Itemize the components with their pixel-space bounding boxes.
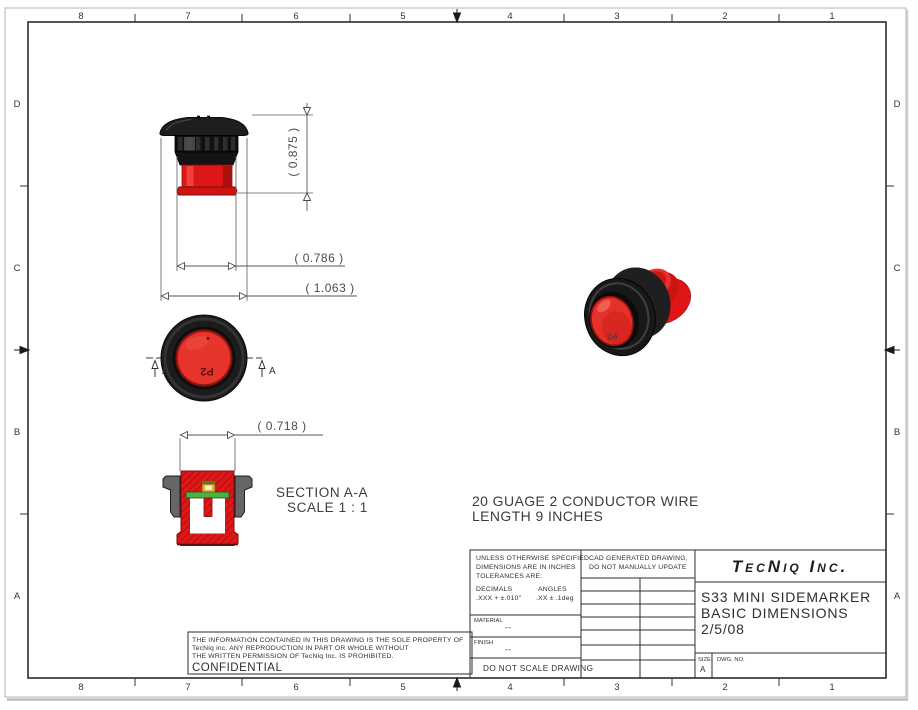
taper-collar [175, 152, 238, 165]
drawing-date: 2/5/08 [701, 621, 745, 637]
zone-col-top: 3 [614, 11, 620, 22]
zone-col-bottom: 4 [507, 682, 513, 693]
zone-col-bottom: 6 [293, 682, 299, 693]
zone-row-right: D [893, 99, 901, 110]
zone-col-top: 7 [185, 11, 191, 22]
red-body-shade [223, 166, 232, 186]
section-letter: A [162, 366, 169, 377]
material-value: -- [505, 623, 512, 632]
finish-value: -- [505, 645, 512, 654]
zone-row-left: B [13, 427, 21, 438]
zone-col-top: 8 [78, 11, 84, 22]
dim-text-height: ( 0.875 ) [286, 127, 300, 177]
angles-value: .XX ± .1deg [536, 595, 574, 602]
dim-text-barrel: ( 0.786 ) [294, 251, 344, 265]
spec-line1: UNLESS OTHERWISE SPECIFIED [476, 555, 590, 562]
section-letter: A [269, 366, 276, 377]
material-label: MATERIAL [474, 618, 503, 624]
confidential-line1: THE INFORMATION CONTAINED IN THIS DRAWING IS THE SOLE PROPERTY OF [192, 637, 464, 644]
pcb [186, 492, 229, 498]
barrel-highlight [184, 137, 195, 151]
finish-label: FINISH [474, 640, 494, 646]
red-body-highlight [187, 166, 194, 186]
zone-row-left: D [13, 99, 21, 110]
led-window [205, 486, 212, 491]
zone-col-top: 2 [722, 11, 728, 22]
zone-col-bottom: 1 [829, 682, 835, 693]
angles-label: ANGLES [538, 586, 567, 593]
red-base-lip [177, 187, 237, 195]
size-value: A [700, 665, 706, 674]
size-label: SIZE [698, 657, 711, 663]
lens-dot [207, 337, 210, 340]
zone-col-bottom: 3 [614, 682, 620, 693]
zone-col-bottom: 2 [722, 682, 728, 693]
zone-col-bottom: 8 [78, 682, 84, 693]
company-logo: TecNiq Inc. [731, 557, 849, 576]
led-cap [202, 481, 215, 485]
iso-lens-marking: P2 [606, 331, 618, 342]
decimals-value: .XXX + ±.010" [476, 595, 522, 602]
zone-col-bottom: 5 [400, 682, 406, 693]
zone-row-right: A [893, 591, 901, 602]
zone-col-top: 4 [507, 11, 513, 22]
confidential-line2: TecNiq inc. ANY REPRODUCTION IN PART OR WHOLE WITHOUT [192, 645, 409, 652]
cad-note-line1: CAD GENERATED DRAWING, [589, 555, 688, 562]
zone-row-right: B [893, 427, 901, 438]
zone-col-top: 1 [829, 11, 835, 22]
spec-line2: DIMENSIONS ARE IN INCHES [476, 564, 576, 571]
drawing-title-line2: BASIC DIMENSIONS [701, 605, 849, 621]
drawing-title-line1: S33 MINI SIDEMARKER [701, 589, 872, 605]
zone-col-bottom: 7 [185, 682, 191, 693]
center-post [204, 498, 212, 517]
spec-line3: TOLERANCES ARE: [476, 573, 543, 580]
cad-note-line2: DO NOT MANUALLY UPDATE [589, 564, 687, 571]
wire-note-line2: LENGTH 9 INCHES [472, 508, 604, 524]
confidential-stamp: CONFIDENTIAL [192, 662, 283, 674]
section-view-title: SECTION A-A [276, 485, 369, 500]
dim-text-base: ( 0.718 ) [257, 419, 307, 433]
dim-text-flange: ( 1.063 ) [305, 281, 355, 295]
wire-note-line1: 20 GUAGE 2 CONDUCTOR WIRE [472, 493, 699, 509]
no-scale-note: DO NOT SCALE DRAWING [483, 664, 594, 673]
zone-row-left: A [13, 591, 21, 602]
zone-row-left: C [13, 263, 21, 274]
cap-dome [160, 118, 248, 136]
cap-notch [207, 116, 210, 119]
dwg-no-label: DWG. NO. [717, 657, 745, 663]
zone-row-right: C [893, 263, 901, 274]
cap-notch [197, 116, 200, 119]
lens-marking: P2 [200, 365, 214, 377]
section-view-scale: SCALE 1 : 1 [287, 500, 368, 515]
confidential-line3: THE WRITTEN PERMISSION OF TecNiq Inc. IS PROHIBITED. [192, 653, 394, 660]
decimals-label: DECIMALS [476, 586, 513, 593]
zone-col-top: 6 [293, 11, 299, 22]
zone-col-top: 5 [400, 11, 406, 22]
